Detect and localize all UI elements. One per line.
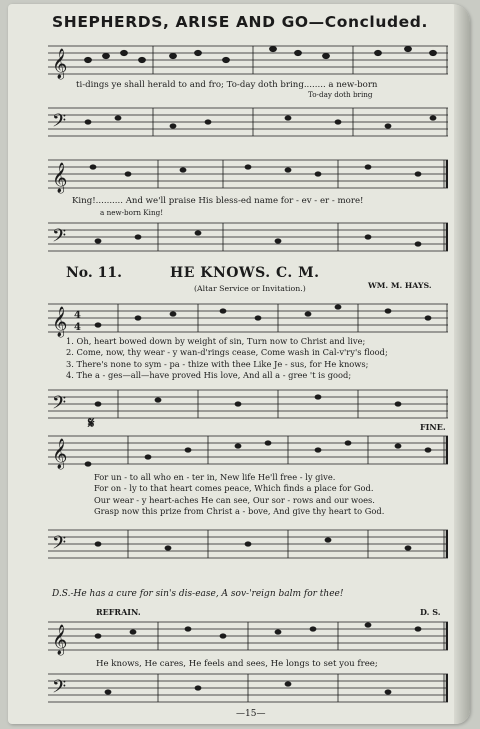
ds-lyric-line: D.S.-He has a cure for sin's dis-ease, A sov-'reign balm for thee! [52, 589, 344, 599]
staff-system-4-bass [48, 526, 448, 566]
svg-text:𝄞: 𝄞 [52, 49, 68, 79]
staff-system-3-bass [48, 386, 448, 422]
svg-text:𝄞: 𝄞 [52, 439, 68, 469]
refrain-lyric: He knows, He cares, He feels and sees, He longs to set you free; [96, 659, 378, 669]
ds-mark: D. S. [420, 607, 441, 617]
verse-line-3: 3. There's none to sym - pa - thize with thee Like Je - sus, for He knows; [66, 358, 369, 369]
hymn-composer: WM. M. HAYS. [368, 281, 432, 290]
staff-system-1-treble [48, 42, 448, 82]
staff-system-2-bass [48, 219, 448, 259]
system-1-small-lyric: To-day doth bring [308, 90, 373, 99]
verse-block-1 [66, 336, 388, 382]
page-header-title: SHEPHERDS, ARISE AND GO—Concluded. [52, 13, 428, 31]
svg-text:𝄢: 𝄢 [52, 677, 67, 702]
verse-line-1: 1. Oh, heart bowed down by weight of sin, Turn now to Christ and live; [66, 336, 366, 346]
svg-text:4: 4 [74, 310, 81, 321]
staff-system-3-treble [48, 300, 448, 340]
svg-text:𝄞: 𝄞 [52, 625, 68, 655]
refrain-label: REFRAIN. [96, 607, 141, 617]
staff-system-5-bass [48, 670, 448, 708]
verse-line-4: 4. The a - ges—all—have proved His love, And all a - gree 't is good; [66, 370, 352, 381]
fine-mark: FINE. [420, 422, 446, 432]
verse-b-line-3: Our wear - y heart-aches He can see, Our sor - rows and our woes. [94, 494, 375, 505]
svg-text:𝄞: 𝄞 [52, 307, 68, 337]
svg-text:𝄢: 𝄢 [52, 111, 67, 136]
svg-text:4: 4 [74, 322, 81, 333]
svg-text:𝄢: 𝄢 [52, 533, 67, 558]
verse-block-2 [94, 472, 384, 518]
system-2-small-lyric: a new-born King! [100, 208, 164, 217]
system-1-lyric: ti-dings ye shall herald to and fro; To-day doth bring........ a new-born [76, 80, 378, 90]
segno-sign: 𝄋 [88, 414, 95, 432]
staff-system-5-treble [48, 618, 448, 658]
hymn-subtitle: (Altar Service or Invitation.) [194, 284, 306, 293]
svg-text:𝄞: 𝄞 [52, 163, 68, 193]
verse-b-line-4: Grasp now this prize from Christ a - bove, And give thy heart to God. [94, 506, 385, 517]
staff-system-2-treble [48, 156, 448, 196]
page-number: —15— [236, 709, 266, 719]
verse-line-2: 2. Come, now, thy wear - y wan-d'rings cease, Come wash in Cal-v'ry's flood; [66, 347, 388, 358]
verse-b-line-2: For on - ly to that heart comes peace, Which finds a place for God. [94, 483, 374, 494]
hymnal-page [8, 4, 470, 724]
page-edge-shadow [454, 4, 470, 724]
svg-text:𝄢: 𝄢 [52, 393, 67, 418]
hymn-title: HE KNOWS. C. M. [170, 265, 320, 281]
verse-b-line-1: For un - to all who en - ter in, New life He'll free - ly give. [94, 472, 336, 482]
system-2-lyric: King!.......... And we'll praise His bless-ed name for - ev - er - more! [72, 196, 364, 206]
staff-system-1-bass [48, 104, 448, 144]
staff-system-4-treble [48, 432, 448, 472]
svg-text:𝄢: 𝄢 [52, 226, 67, 251]
hymn-number: No. 11. [66, 265, 122, 281]
